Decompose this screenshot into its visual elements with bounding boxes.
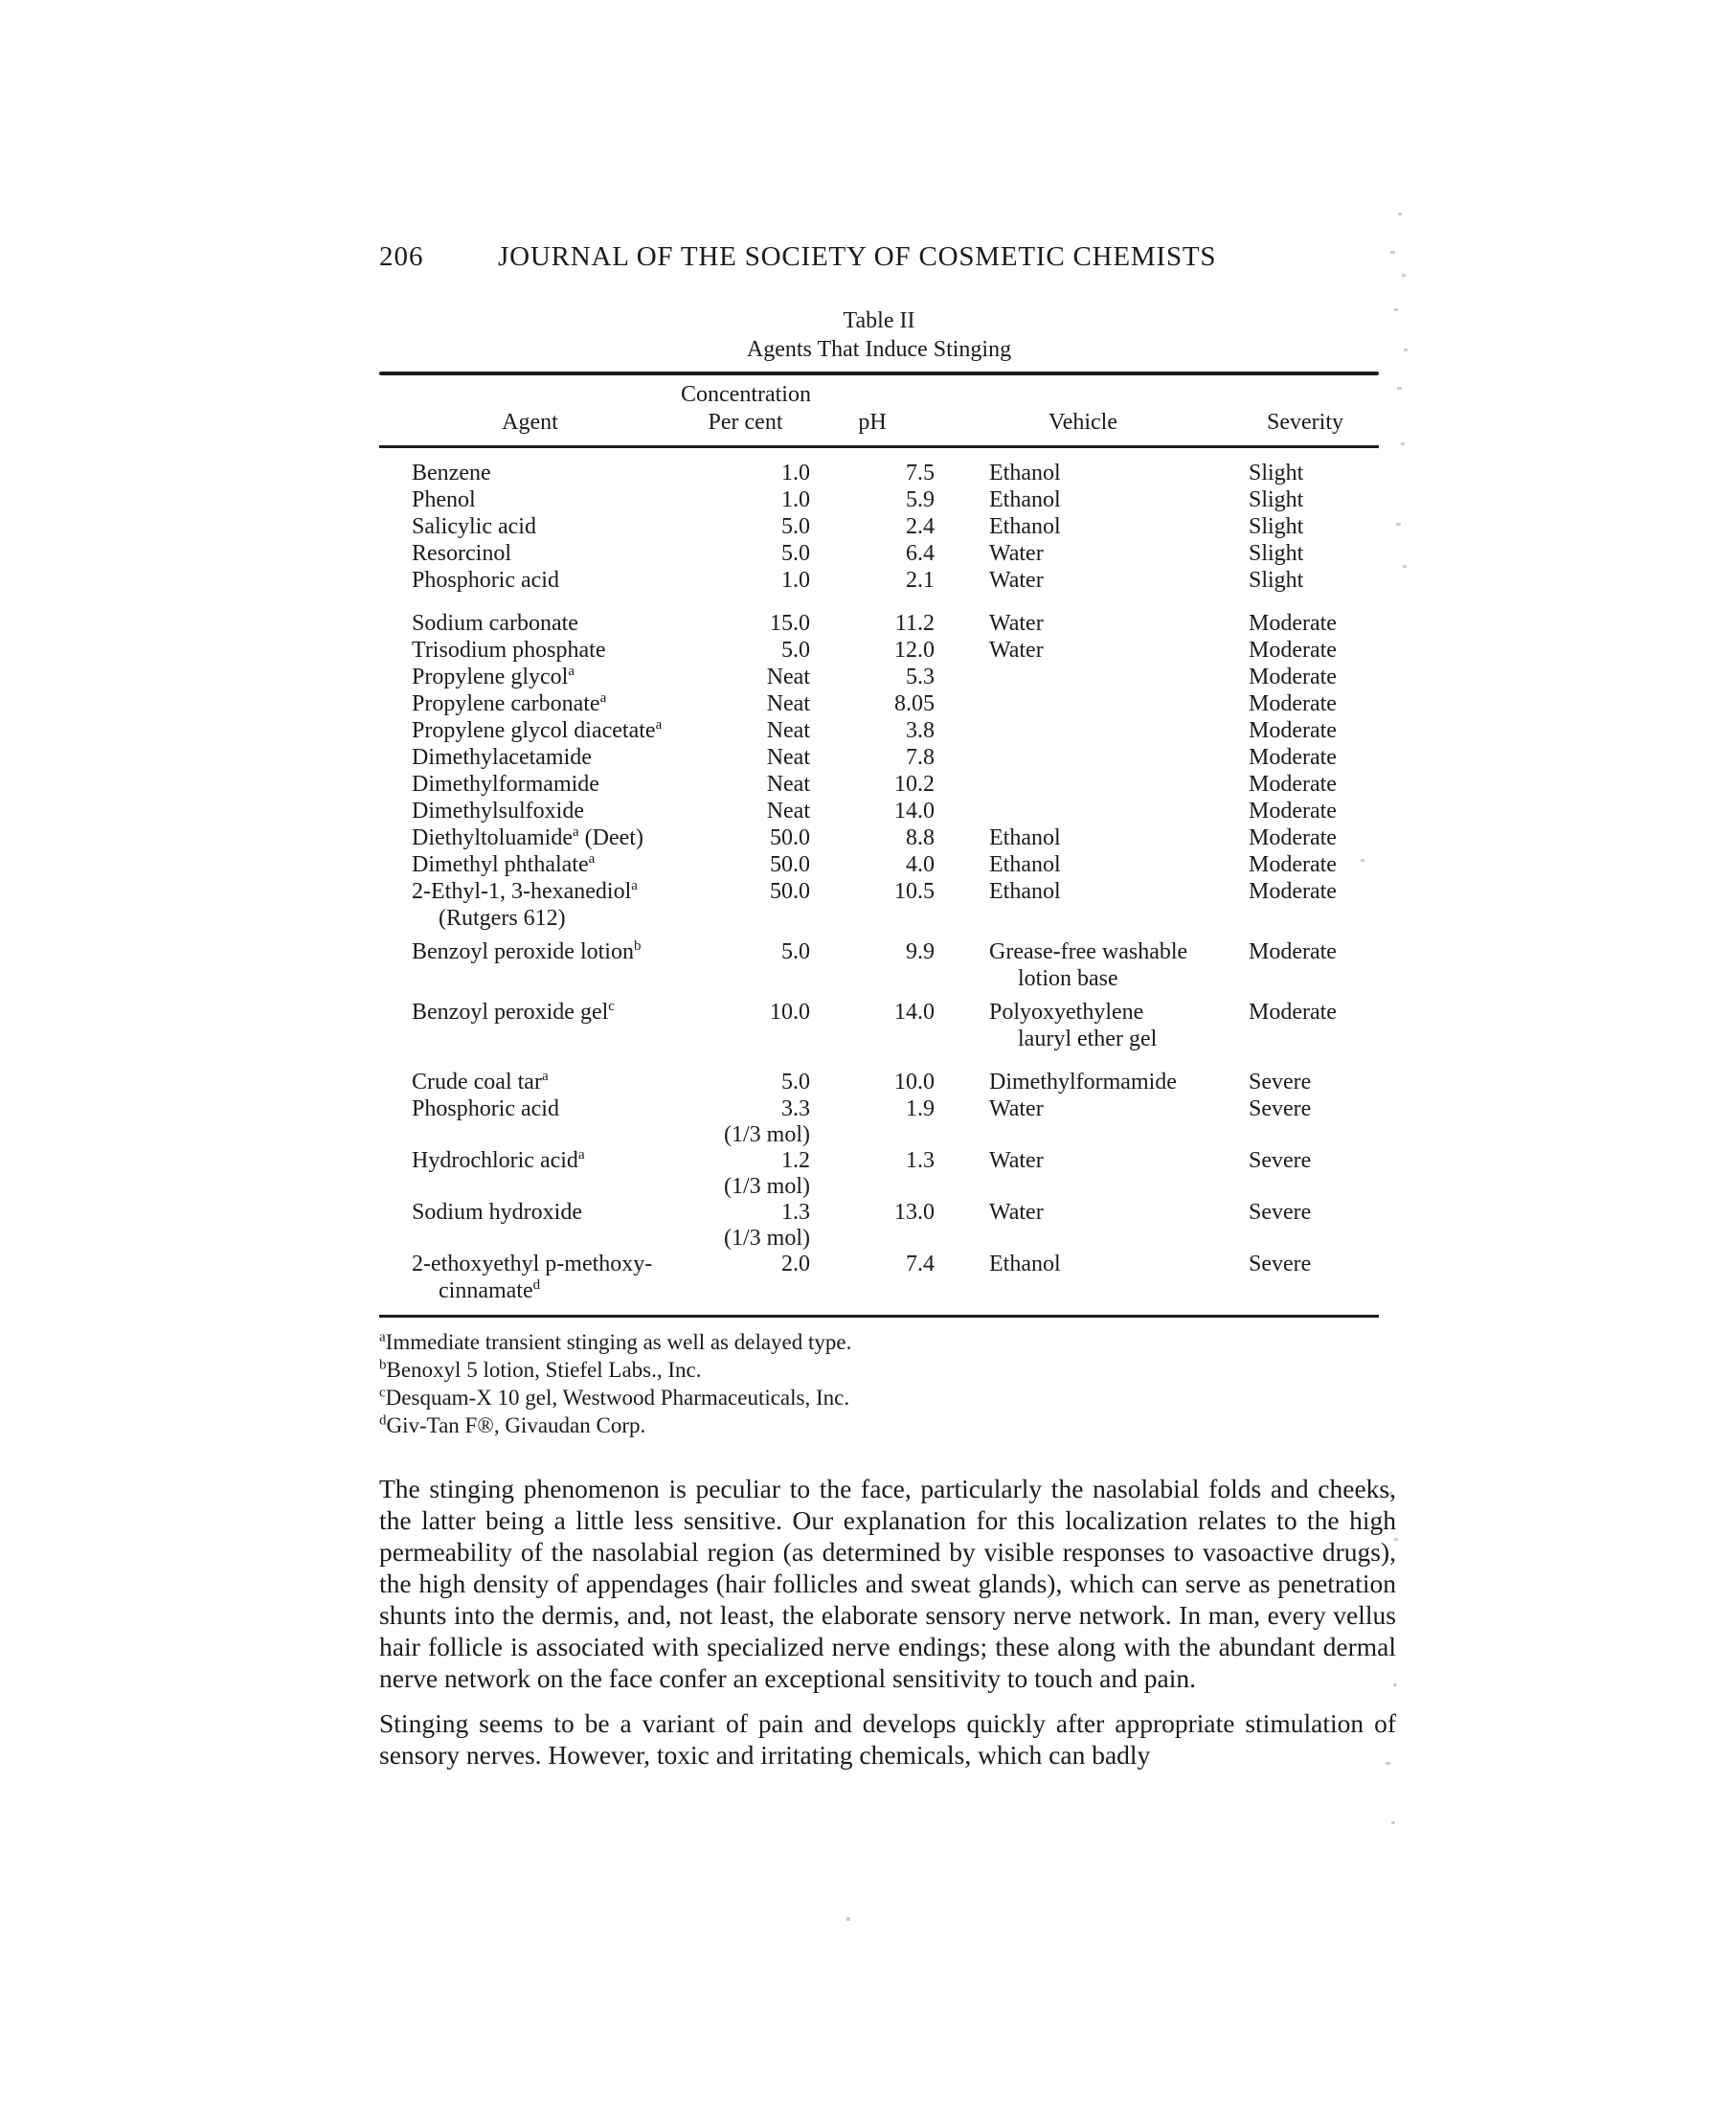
ph-value: 11.2 — [894, 611, 935, 636]
concentration-value: 5.0 — [781, 541, 810, 566]
vehicle-name: Ethanol — [989, 879, 1061, 904]
concentration-cell — [681, 851, 810, 878]
agent-cell — [379, 717, 681, 744]
ph-value: 8.05 — [894, 691, 935, 716]
ph-value: 14.0 — [894, 1000, 935, 1025]
concentration-value: 50.0 — [770, 852, 810, 877]
concentration-value: 2.0 — [781, 1252, 810, 1276]
concentration-value: 1.0 — [781, 487, 810, 512]
ph-value: 6.4 — [906, 541, 935, 566]
ph-cell — [810, 664, 935, 690]
severity-value: Moderate — [1249, 799, 1337, 824]
vehicle-cell — [935, 690, 1231, 717]
agent-name: Benzoyl peroxide gel$^c$ — [412, 999, 615, 1025]
vehicle-name: Ethanol — [989, 461, 1061, 485]
vehicle-name: Ethanol — [989, 852, 1061, 877]
vehicle-name: Ethanol — [989, 514, 1061, 539]
ph-value: 10.5 — [894, 879, 935, 904]
severity-value: Moderate — [1249, 691, 1337, 716]
severity-cell — [1231, 486, 1379, 513]
table-footnote: $^a$Immediate transient stinging as well as delayed type. — [379, 1329, 852, 1354]
agent-cell — [379, 486, 681, 513]
vehicle-cell — [935, 1199, 1231, 1251]
table-row — [379, 690, 1379, 717]
concentration-cell — [681, 690, 810, 717]
concentration-cell — [681, 938, 810, 992]
concentration-note: (1/3 mol) — [724, 1174, 810, 1199]
ph-value: 7.8 — [906, 745, 935, 770]
agent-cell — [379, 1199, 681, 1251]
agent-name: Propylene glycol diacetate$^a$ — [412, 717, 663, 743]
vehicle-cell — [935, 878, 1231, 932]
agent-name: Phosphoric acid — [412, 568, 559, 593]
concentration-cell — [681, 664, 810, 690]
agent-cell — [379, 567, 681, 594]
footnote-marker: a — [631, 878, 638, 893]
vehicle-name: Polyoxyethylene — [989, 1000, 1144, 1025]
vehicle-name: Ethanol — [989, 487, 1061, 512]
severity-value: Severe — [1249, 1070, 1312, 1095]
severity-cell — [1231, 1251, 1379, 1304]
concentration-value: 1.0 — [781, 568, 810, 593]
severity-cell — [1231, 1199, 1379, 1251]
severity-value: Slight — [1249, 514, 1304, 539]
table-row — [379, 717, 1379, 744]
agent-name: Benzene — [412, 461, 491, 485]
concentration-value: Neat — [766, 745, 810, 770]
ph-cell — [810, 567, 935, 594]
ph-value: 7.4 — [906, 1252, 935, 1276]
agent-name: Propylene glycol$^a$ — [412, 664, 575, 689]
agent-cell — [379, 878, 681, 932]
footnote-marker: a — [379, 1329, 386, 1345]
vehicle-cell — [935, 540, 1231, 567]
agent-cell — [379, 824, 681, 851]
table-caption-number: Table II — [843, 308, 915, 333]
table-row — [379, 1095, 1379, 1147]
agent-name: Phenol — [412, 487, 476, 512]
concentration-value: 10.0 — [770, 1000, 810, 1025]
severity-cell — [1231, 664, 1379, 690]
table-row — [379, 1251, 1379, 1304]
agent-cell — [379, 851, 681, 878]
agent-name: Phosphoric acid — [412, 1096, 559, 1121]
vehicle-name: Dimethylformamide — [989, 1070, 1177, 1095]
severity-cell — [1231, 513, 1379, 540]
vehicle-cell — [935, 798, 1231, 824]
footnote-marker: b — [379, 1357, 387, 1373]
footnote-marker: a — [577, 1147, 585, 1163]
vehicle-cell — [935, 610, 1231, 637]
vehicle-cell — [935, 1147, 1231, 1199]
concentration-note: (1/3 mol) — [724, 1226, 810, 1251]
severity-value: Moderate — [1249, 1000, 1337, 1025]
severity-value: Slight — [1249, 461, 1304, 485]
concentration-value: 1.0 — [781, 461, 810, 485]
column-header-ph: pH — [858, 410, 887, 435]
ph-value: 3.8 — [906, 718, 935, 743]
ph-value: 1.3 — [906, 1148, 935, 1173]
concentration-value: 15.0 — [770, 611, 810, 636]
footnote-marker: c — [379, 1385, 386, 1401]
agent-name-continued: cinnamate$^d$ — [439, 1277, 541, 1303]
table-row — [379, 878, 1379, 932]
ph-cell — [810, 460, 935, 486]
concentration-value: 1.3 — [781, 1200, 810, 1225]
table-row — [379, 798, 1379, 824]
ph-value: 5.3 — [906, 665, 935, 689]
agent-cell — [379, 540, 681, 567]
severity-cell — [1231, 637, 1379, 664]
table-header-row — [379, 375, 1379, 445]
severity-cell — [1231, 878, 1379, 932]
ph-value: 10.2 — [894, 772, 935, 797]
agent-cell — [379, 1251, 681, 1304]
ph-cell — [810, 1069, 935, 1095]
severity-cell — [1231, 999, 1379, 1052]
table-footnotes — [379, 1328, 1379, 1439]
agent-name: Salicylic acid — [412, 514, 536, 539]
vehicle-cell — [935, 1069, 1231, 1095]
ph-cell — [810, 540, 935, 567]
ph-cell — [810, 824, 935, 851]
footnote-marker: a — [541, 1069, 549, 1084]
severity-cell — [1231, 540, 1379, 567]
vehicle-name: Water — [989, 1148, 1044, 1173]
ph-cell — [810, 744, 935, 771]
severity-cell — [1231, 1069, 1379, 1095]
severity-cell — [1231, 717, 1379, 744]
severity-value: Moderate — [1249, 611, 1337, 636]
vehicle-cell — [935, 999, 1231, 1052]
vehicle-cell — [935, 486, 1231, 513]
severity-cell — [1231, 567, 1379, 594]
column-header-agent: Agent — [502, 410, 558, 435]
column-header-severity: Severity — [1267, 410, 1343, 435]
ph-value: 9.9 — [906, 939, 935, 964]
severity-value: Moderate — [1249, 638, 1337, 663]
ph-cell — [810, 610, 935, 637]
agent-name: Resorcinol — [412, 541, 511, 566]
severity-value: Moderate — [1249, 745, 1337, 770]
concentration-cell — [681, 717, 810, 744]
severity-cell — [1231, 1095, 1379, 1147]
paragraph: Stinging seems to be a variant of pain and develops quickly after appropriate stimulation of sensory nerves. However, toxic and irritating chemicals, which can badly — [379, 1708, 1396, 1770]
column-header-vehicle: Vehicle — [1048, 410, 1117, 435]
concentration-cell — [681, 1251, 810, 1304]
table-footnote: $^d$Giv-Tan F®, Givaudan Corp. — [379, 1412, 646, 1437]
ph-cell — [810, 1251, 935, 1304]
footnote-marker: b — [633, 938, 642, 954]
table-row — [379, 540, 1379, 567]
ph-cell — [810, 486, 935, 513]
page-number: 206 — [379, 241, 424, 272]
ph-cell — [810, 1095, 935, 1147]
table-caption — [379, 306, 1379, 364]
ph-cell — [810, 878, 935, 932]
severity-value: Moderate — [1249, 939, 1337, 964]
concentration-cell — [681, 798, 810, 824]
severity-value: Severe — [1249, 1252, 1312, 1276]
paragraph: The stinging phenomenon is peculiar to the face, particularly the nasolabial folds and cheeks, the latter being a little less sensitive. Our explanation for this localization relates to the high permeability of the nasolabial region (as determined by visible responses to vasoactive drugs), the high density of appendages (hair follicles and sweat glands), which can serve as penetration shunts into the dermis, and, not least, the elaborate sensory nerve network. In man, every vellus hair follicle is associated with specialized nerve endings; these along with the abundant dermal nerve network on the face confer an exceptional sensitivity to touch and pain. — [379, 1474, 1396, 1693]
table-row — [379, 824, 1379, 851]
ph-cell — [810, 690, 935, 717]
footnote-marker: d — [532, 1277, 541, 1293]
vehicle-cell — [935, 460, 1231, 486]
concentration-cell — [681, 878, 810, 932]
vehicle-name: Water — [989, 638, 1044, 663]
agent-cell — [379, 610, 681, 637]
severity-value: Moderate — [1249, 665, 1337, 689]
column-header-concentration: Concentration Per cent — [681, 382, 811, 435]
table-row — [379, 460, 1379, 486]
severity-value: Severe — [1249, 1096, 1312, 1121]
table-caption-title: Agents That Induce Stinging — [746, 337, 1012, 362]
severity-value: Moderate — [1249, 825, 1337, 850]
ph-value: 8.8 — [906, 825, 935, 850]
severity-cell — [1231, 690, 1379, 717]
footnote-marker: a — [588, 851, 596, 867]
agent-cell — [379, 744, 681, 771]
ph-value: 13.0 — [894, 1200, 935, 1225]
table-row — [379, 999, 1379, 1052]
footnote-marker: d — [379, 1412, 387, 1429]
concentration-value: 50.0 — [770, 879, 810, 904]
vehicle-cell — [935, 938, 1231, 992]
article-body — [379, 1473, 1396, 1771]
agent-cell — [379, 1095, 681, 1147]
vehicle-cell — [935, 1095, 1231, 1147]
table-ii-section — [379, 306, 1379, 1439]
agent-name: Propylene carbonate$^a$ — [412, 690, 607, 716]
vehicle-name: Water — [989, 1200, 1044, 1225]
table-row — [379, 744, 1379, 771]
concentration-value: Neat — [766, 665, 810, 689]
severity-cell — [1231, 824, 1379, 851]
agent-name: 2-ethoxyethyl p-methoxy- — [412, 1252, 653, 1276]
severity-value: Slight — [1249, 568, 1304, 593]
concentration-cell — [681, 637, 810, 664]
agent-name: Diethyltoluamide$^a$ (Deet) — [412, 824, 643, 850]
agent-cell — [379, 1069, 681, 1095]
vehicle-cell — [935, 771, 1231, 798]
journal-title: JOURNAL OF THE SOCIETY OF COSMETIC CHEMISTS — [498, 241, 1217, 272]
table-rows — [379, 448, 1379, 1306]
severity-value: Severe — [1249, 1200, 1312, 1225]
agent-cell — [379, 460, 681, 486]
vehicle-cell — [935, 513, 1231, 540]
ph-value: 2.4 — [906, 514, 935, 539]
severity-cell — [1231, 851, 1379, 878]
concentration-cell — [681, 610, 810, 637]
table-footnote: $^b$Benoxyl 5 lotion, Stiefel Labs., Inc. — [379, 1357, 702, 1382]
agent-cell — [379, 1147, 681, 1199]
concentration-cell — [681, 460, 810, 486]
agent-name-continued: (Rutgers 612) — [439, 906, 566, 931]
agent-cell — [379, 637, 681, 664]
severity-cell — [1231, 1147, 1379, 1199]
ph-value: 4.0 — [906, 852, 935, 877]
concentration-value: 5.0 — [781, 1070, 810, 1095]
concentration-cell — [681, 999, 810, 1052]
vehicle-name-continued: lotion base — [1018, 966, 1118, 991]
table-row — [379, 486, 1379, 513]
table-row — [379, 771, 1379, 798]
concentration-value: 50.0 — [770, 825, 810, 850]
agent-cell — [379, 999, 681, 1052]
concentration-cell — [681, 1199, 810, 1251]
ph-value: 5.9 — [906, 487, 935, 512]
concentration-cell — [681, 824, 810, 851]
vehicle-cell — [935, 664, 1231, 690]
page-header — [379, 241, 1396, 280]
vehicle-name: Ethanol — [989, 825, 1061, 850]
agent-cell — [379, 771, 681, 798]
concentration-cell — [681, 513, 810, 540]
table-row — [379, 513, 1379, 540]
table-row — [379, 1147, 1379, 1199]
agent-name: Dimethyl phthalate$^a$ — [412, 851, 596, 877]
agent-name: Hydrochloric acid$^a$ — [412, 1147, 585, 1173]
table-row — [379, 1069, 1379, 1095]
vehicle-cell — [935, 1251, 1231, 1304]
ph-cell — [810, 999, 935, 1052]
severity-value: Moderate — [1249, 879, 1337, 904]
table-row — [379, 610, 1379, 637]
vehicle-cell — [935, 567, 1231, 594]
ph-cell — [810, 637, 935, 664]
ph-value: 7.5 — [906, 461, 935, 485]
ph-value: 1.9 — [906, 1096, 935, 1121]
ph-cell — [810, 851, 935, 878]
agent-name: Sodium hydroxide — [412, 1200, 582, 1225]
concentration-cell — [681, 1147, 810, 1199]
severity-value: Moderate — [1249, 718, 1337, 743]
vehicle-name-continued: lauryl ether gel — [1018, 1027, 1158, 1051]
agent-cell — [379, 690, 681, 717]
severity-cell — [1231, 460, 1379, 486]
concentration-cell — [681, 771, 810, 798]
agent-cell — [379, 938, 681, 992]
table-row — [379, 938, 1379, 992]
concentration-value: 3.3 — [781, 1096, 810, 1121]
table-row — [379, 851, 1379, 878]
severity-value: Slight — [1249, 541, 1304, 566]
table-row — [379, 664, 1379, 690]
ph-value: 12.0 — [894, 638, 935, 663]
agent-cell — [379, 513, 681, 540]
severity-cell — [1231, 610, 1379, 637]
concentration-cell — [681, 1069, 810, 1095]
table-row — [379, 637, 1379, 664]
vehicle-name: Water — [989, 611, 1044, 636]
ph-cell — [810, 717, 935, 744]
table-footnote: $^c$Desquam-X 10 gel, Westwood Pharmaceuticals, Inc. — [379, 1385, 850, 1410]
ph-cell — [810, 1199, 935, 1251]
concentration-value: Neat — [766, 799, 810, 824]
footnote-marker: a — [599, 690, 607, 706]
agent-name: Dimethylacetamide — [412, 745, 592, 770]
table-row — [379, 1199, 1379, 1251]
agent-name: Benzoyl peroxide lotion$^b$ — [412, 938, 642, 964]
agent-name: 2-Ethyl-1, 3-hexanediol$^a$ — [412, 878, 638, 904]
footnote-marker: c — [608, 999, 615, 1014]
concentration-value: Neat — [766, 772, 810, 797]
severity-value: Moderate — [1249, 772, 1337, 797]
severity-cell — [1231, 798, 1379, 824]
ph-cell — [810, 938, 935, 992]
severity-value: Moderate — [1249, 852, 1337, 877]
concentration-cell — [681, 567, 810, 594]
concentration-cell — [681, 486, 810, 513]
ph-cell — [810, 771, 935, 798]
footnote-marker: a — [655, 717, 663, 733]
severity-value: Slight — [1249, 487, 1304, 512]
concentration-value: Neat — [766, 718, 810, 743]
concentration-cell — [681, 744, 810, 771]
severity-value: Severe — [1249, 1148, 1312, 1173]
vehicle-cell — [935, 637, 1231, 664]
table-bottom-rule — [379, 1315, 1379, 1318]
concentration-cell — [681, 1095, 810, 1147]
ph-value: 14.0 — [894, 799, 935, 824]
concentration-value: 1.2 — [781, 1148, 810, 1173]
vehicle-cell — [935, 824, 1231, 851]
vehicle-name: Water — [989, 541, 1044, 566]
agent-cell — [379, 798, 681, 824]
severity-cell — [1231, 938, 1379, 992]
footnote-marker: a — [572, 824, 579, 840]
ph-cell — [810, 798, 935, 824]
concentration-value: 5.0 — [781, 514, 810, 539]
vehicle-name: Ethanol — [989, 1252, 1061, 1276]
agent-name: Sodium carbonate — [412, 611, 578, 636]
concentration-cell — [681, 540, 810, 567]
vehicle-cell — [935, 717, 1231, 744]
table-row — [379, 567, 1379, 594]
vehicle-name: Water — [989, 1096, 1044, 1121]
concentration-value: Neat — [766, 691, 810, 716]
ph-value: 2.1 — [906, 568, 935, 593]
ph-value: 10.0 — [894, 1070, 935, 1095]
vehicle-name: Grease-free washable — [989, 939, 1188, 964]
concentration-value: 5.0 — [781, 939, 810, 964]
vehicle-cell — [935, 744, 1231, 771]
severity-cell — [1231, 771, 1379, 798]
vehicle-cell — [935, 851, 1231, 878]
agent-name: Trisodium phosphate — [412, 638, 606, 663]
concentration-value: 5.0 — [781, 638, 810, 663]
agent-name: Dimethylformamide — [412, 772, 599, 797]
agent-cell — [379, 664, 681, 690]
vehicle-name: Water — [989, 568, 1044, 593]
concentration-note: (1/3 mol) — [724, 1122, 810, 1147]
ph-cell — [810, 1147, 935, 1199]
agent-name: Crude coal tar$^a$ — [412, 1069, 549, 1095]
agent-name: Dimethylsulfoxide — [412, 799, 584, 824]
footnote-marker: a — [568, 664, 575, 679]
severity-cell — [1231, 744, 1379, 771]
ph-cell — [810, 513, 935, 540]
